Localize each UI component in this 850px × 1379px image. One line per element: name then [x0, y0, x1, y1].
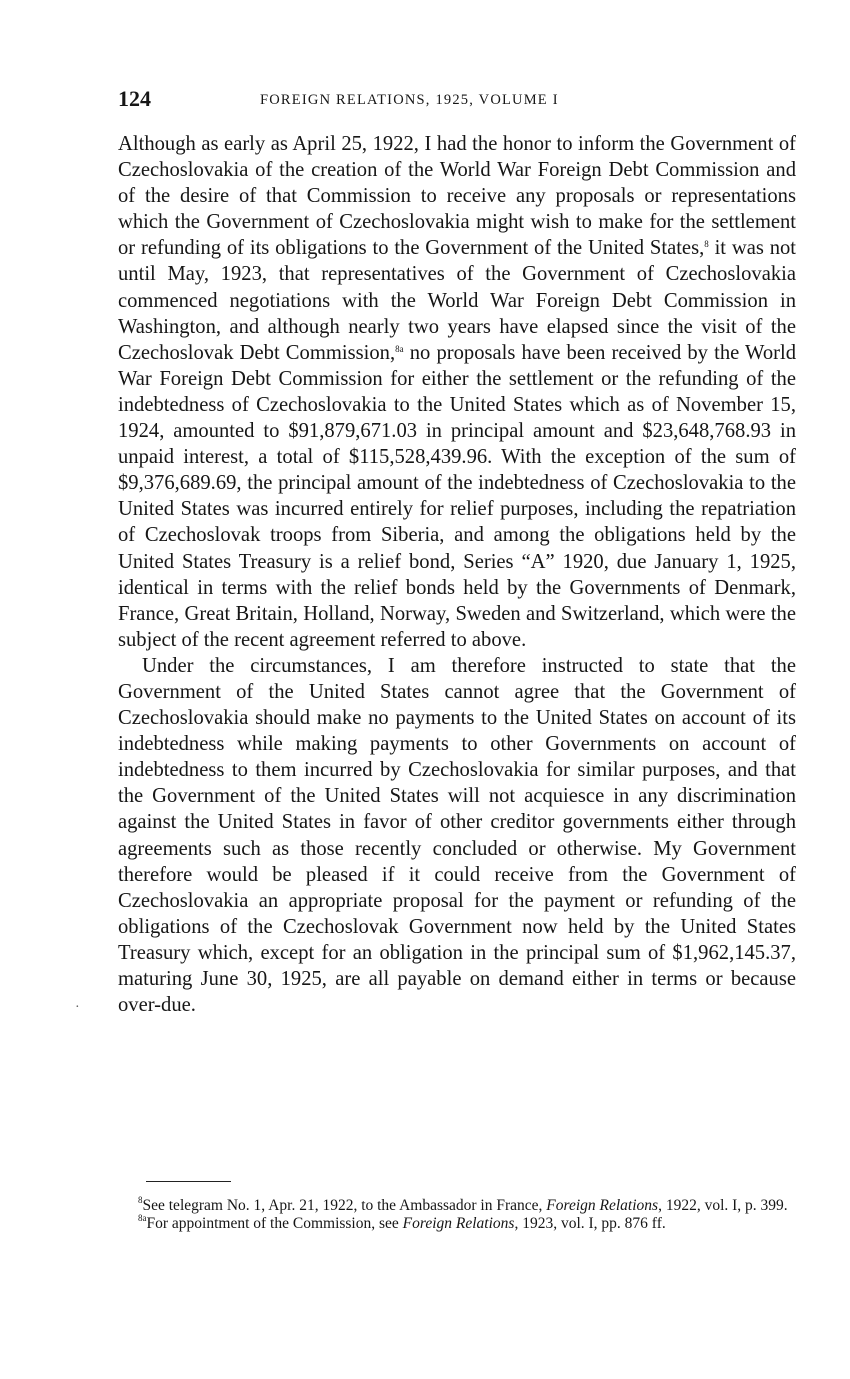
- paragraph-1-part-a: Although as early as April 25, 1922, I had the honor to inform the Government of Czechoslovakia of the creation of the World War Foreign Debt Commission and of the desire of that Commission to receive any proposals or representations which the Government of Czechoslovakia might wish to make for the settlement or refunding of its obligations to the Government of the United States,: [118, 133, 796, 260]
- running-head: FOREIGN RELATIONS, 1925, VOLUME I: [260, 92, 559, 108]
- footnote-8-italic: Foreign Relations: [546, 1197, 659, 1214]
- footnote-ref-8: 8: [704, 239, 709, 250]
- footnote-8-text-a: See telegram No. 1, Apr. 21, 1922, to the Ambassador in France,: [142, 1197, 547, 1214]
- paragraph-1: [118, 131, 796, 653]
- page-number: 124: [118, 86, 151, 111]
- footnote-8a-text-b: , 1923, vol. I, pp. 876 ff.: [514, 1214, 666, 1232]
- page-header: [118, 86, 798, 116]
- paragraph-1-part-b: it was not until May, 1923, that representatives of the Government of Czechoslovakia commenced negotiations with the World War Foreign Debt Commission in Washington, and although nearly two years have elapsed since the visit of the Czechoslovak Debt Commission,: [118, 237, 797, 364]
- paragraph-1-part-c: no proposals have been received by the World War Foreign Debt Commission for either the settlement or the refunding of the indebtedness of Czechoslovakia to the United States which as of November 15, 1924, amounted to $91,879,671.03 in principal amount and $23,648,768.93 in unpaid interest, a total of $115,528,439.96. With the exception of the sum of $9,376,689.69, the principal amount of the indebtedness of Czechoslovakia to the United States was incurred entirely for relief purposes, including the repatriation of Czechoslovak troops from Siberia, and among the obligations held by the United States Treasury is a relief bond, Series “A” 1920, due January 1, 1925, identical in terms with the relief bonds held by the Governments of Denmark, France, Great Britain, Holland, Norway, Sweden and Switzerland, which were the subject of the recent agreement referred to above.: [118, 341, 796, 651]
- footnote-8a-marker: 8a: [138, 1212, 147, 1223]
- margin-mark: ·: [75, 1000, 80, 1015]
- paragraph-2: Under the circumstances, I am therefore instructed to state that the Government of the United States cannot agree that the Government of Czechoslovakia should make no payments to the United States on account of its indebtedness while making payments to other Governments on account of indebtedness to them incurred by Czechoslovakia for similar purposes, and that the Government of the United States will not acquiesce in any discrimination against the United States in favor of other creditor governments either through agreements such as those recently concluded or otherwise. My Government therefore would be pleased if it could receive from the Government of Czechoslovakia an appropriate proposal for the payment or refunding of the obligations of the Czechoslovak Government now held by the United States Treasury which, except for an obligation in the principal sum of $1,962,145.37, maturing June 30, 1925, are all payable on demand either in terms or because over-due.: [118, 654, 796, 1017]
- footnotes: [118, 1197, 798, 1232]
- footnote-8a-italic: Foreign Relations: [402, 1214, 515, 1232]
- footnote-8a-text-a: For appointment of the Commission, see: [146, 1214, 403, 1232]
- footnote-divider: [146, 1181, 231, 1182]
- footnote-8a: [118, 1212, 798, 1233]
- footnote-8-text-b: , 1922, vol. I, p. 399.: [658, 1197, 788, 1214]
- footnote-ref-8a: 8a: [395, 343, 404, 354]
- footnote-8: [118, 1197, 798, 1215]
- footnote-8-marker: 8: [138, 1195, 143, 1205]
- body-text: [118, 131, 796, 1018]
